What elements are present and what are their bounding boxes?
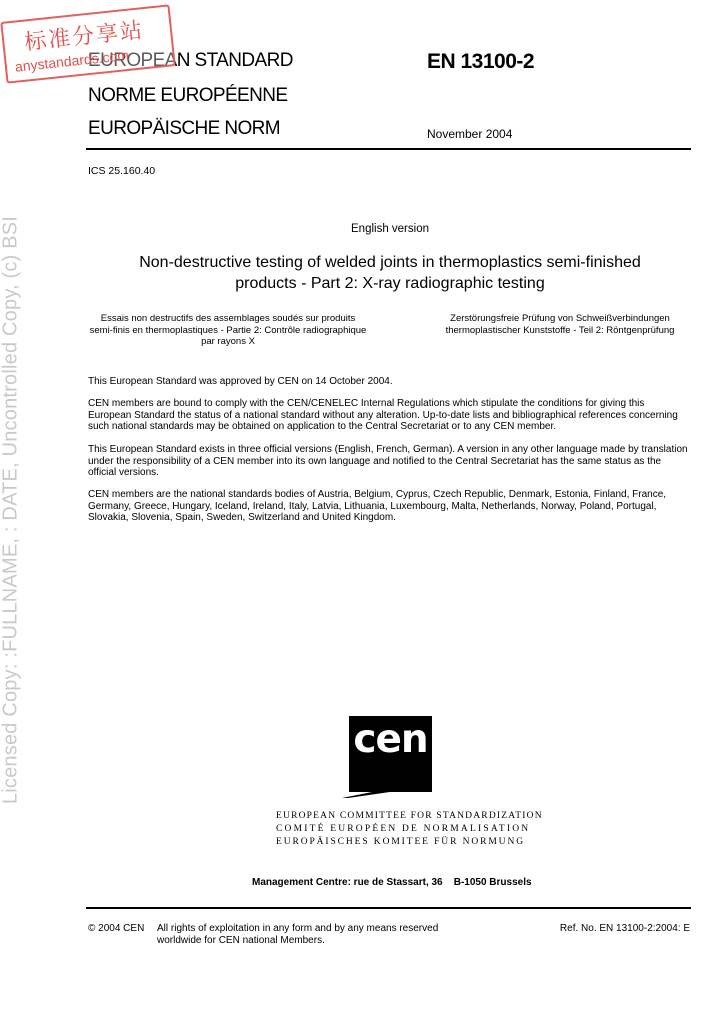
rights-notice: All rights of exploitation in any form and by any means reserved worldwide for CEN national Members. (157, 923, 439, 946)
publication-date: November 2004 (427, 127, 513, 141)
cen-logo (340, 716, 440, 798)
standard-type-german: EUROPÄISCHE NORM (88, 118, 281, 139)
header-divider (86, 148, 691, 150)
committee-name-french: COMITÉ EUROPÉEN DE NORMALISATION (276, 824, 531, 834)
reference-number: Ref. No. EN 13100-2:2004: E (559, 923, 690, 934)
side-watermark-text: Licensed Copy: :FULLNAME, : DATE, Uncontrolled Copy, (c) BSI (0, 215, 22, 805)
stamp-chinese-text: 标准分享站 (23, 18, 146, 56)
standard-type-english: EUROPEAN STANDARD (88, 50, 293, 71)
document-title: Non-destructive testing of welded joints in thermoplastics semi-finished products - Part 2: X-ray radiographic testing (139, 254, 641, 292)
standard-number: EN 13100-2 (427, 50, 535, 73)
version-label: English version (351, 223, 429, 235)
compliance-paragraph: CEN members are bound to comply with the CEN/CENELEC Internal Regulations which stipulate the conditions for giving this European Standard the status of a national standard without any alteration. Up-to-date lists and bibliographical references concerning such national standards may be obtained on application to the Central Secretariat or to any CEN member. (88, 398, 678, 432)
ics-code: ICS 25.160.40 (88, 165, 156, 177)
members-paragraph: CEN members are the national standards bodies of Austria, Belgium, Cyprus, Czech Republic, Denmark, Estonia, Finland, France, Germany, Greece, Hungary, Iceland, Ireland, Italy, Latvia, Lithuania, Luxembourg, Malta, Netherlands, Norway, Poland, Portugal, Slovakia, Slovenia, Spain, Sweden, Switzerland and United Kingdom. (88, 489, 667, 523)
committee-name-english: EUROPEAN COMMITTEE FOR STANDARDIZATION (276, 811, 543, 821)
standard-type-french: NORME EUROPÉENNE (88, 85, 288, 106)
stamp-latin-text: anystandards.com (14, 46, 130, 75)
management-centre-address: Management Centre: rue de Stassart, 36 B-1050 Brussels (252, 877, 532, 888)
cen-logo-text: cen (353, 717, 428, 762)
versions-paragraph: This European Standard exists in three official versions (English, French, German). A version in any other language made by translation under the responsibility of a CEN member into its own language and notified to the Central Secretariat has the same status as the official versions. (88, 444, 688, 478)
german-title: Zerstörungsfreie Prüfung von Schweißverbindungen thermoplastischer Kunststoffe - Teil 2: Röntgenprüfung (445, 313, 675, 336)
french-title: Essais non destructifs des assemblages soudés sur produits semi-finis en thermoplastiques - Partie 2: Contrôle radiographique par rayons X (89, 313, 367, 347)
footer-divider (86, 907, 691, 909)
committee-name-german: EUROPÄISCHES KOMITEE FÜR NORMUNG (276, 837, 525, 847)
side-watermark (0, 0, 22, 1024)
copyright-notice: © 2004 CEN (88, 923, 145, 934)
approval-paragraph: This European Standard was approved by CEN on 14 October 2004. (88, 376, 393, 387)
